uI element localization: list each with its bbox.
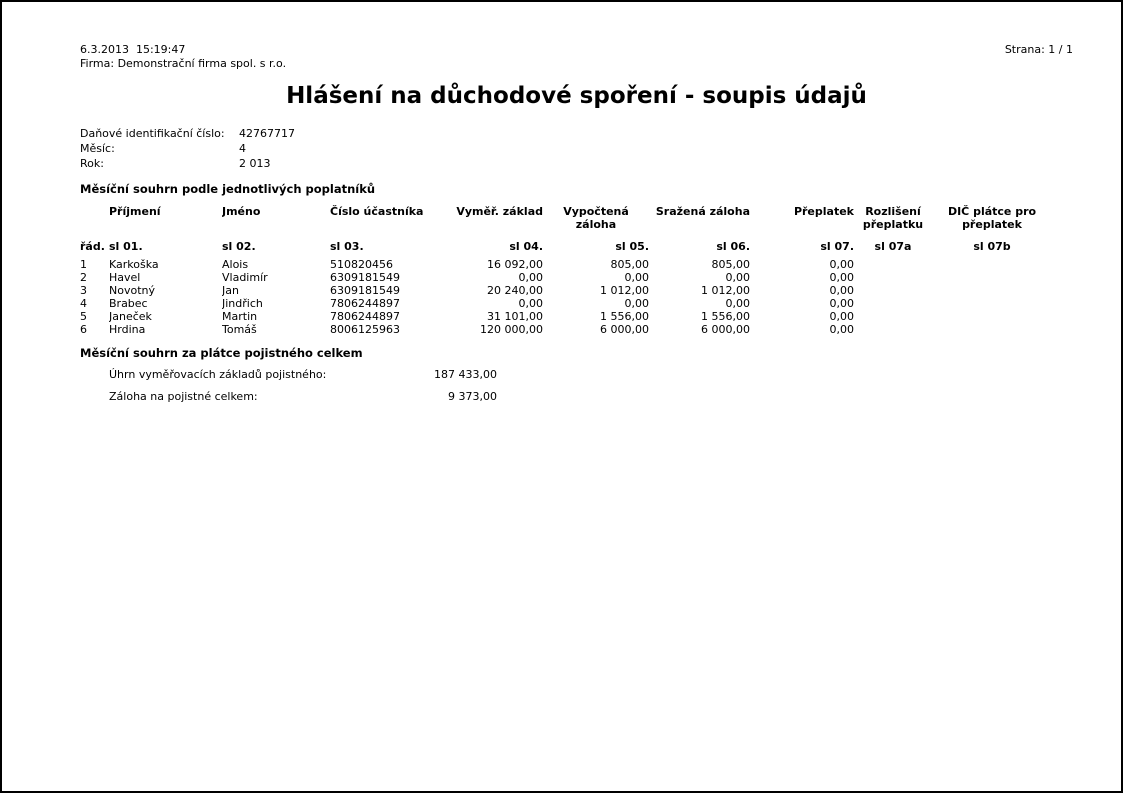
cell-vymer-zaklad: 31 101,00	[487, 310, 543, 323]
column-subheader-sl07b: sl 07b	[973, 240, 1011, 253]
cell-vypoctena-zaloha: 1 556,00	[600, 310, 649, 323]
cell-jmeno: Jindřich	[222, 297, 263, 310]
column-subheader-row	[80, 231, 1052, 258]
cell-prijmeni: Hrdina	[109, 323, 146, 336]
cell-prijmeni: Novotný	[109, 284, 155, 297]
cell-vypoctena-zaloha: 0,00	[624, 297, 649, 310]
table-row	[80, 258, 1052, 271]
column-subheader-sl01: sl 01.	[109, 240, 143, 253]
column-subheader-sl07a: sl 07a	[874, 240, 912, 253]
cell-prijmeni: Karkoška	[109, 258, 159, 271]
cell-rozliseni-preplatku	[854, 284, 932, 297]
cell-vymer-zaklad: 120 000,00	[480, 323, 543, 336]
table-row	[80, 297, 1052, 310]
table-row	[80, 310, 1052, 323]
cell-dic-platce	[932, 258, 1052, 271]
cell-cislo-ucastnika: 7806244897	[330, 297, 400, 310]
info-label-rok: Rok:	[80, 157, 104, 170]
summary-label-zaloha: Záloha na pojistné celkem:	[109, 390, 258, 403]
column-subheader-sl04: sl 04.	[509, 240, 543, 253]
cell-srazena-zaloha: 0,00	[725, 297, 750, 310]
summary-value-zaloha: 9 373,00	[448, 390, 497, 403]
cell-dic-platce	[932, 323, 1052, 336]
column-header-srazena-zaloha: Sražená záloha	[655, 205, 750, 218]
cell-vypoctena-zaloha: 805,00	[610, 258, 649, 271]
cell-preplatek: 0,00	[829, 297, 854, 310]
column-header-rozliseni-preplatku: Rozlišení přeplatku	[862, 205, 924, 231]
cell-jmeno: Jan	[222, 284, 239, 297]
cell-jmeno: Vladimír	[222, 271, 268, 284]
cell-preplatek: 0,00	[829, 258, 854, 271]
cell-cislo-ucastnika: 7806244897	[330, 310, 400, 323]
table-row	[80, 271, 1052, 284]
table-header	[80, 205, 1052, 258]
section-title-poplatnici: Měsíční souhrn podle jednotlivých poplatníků	[80, 182, 376, 196]
cell-preplatek: 0,00	[829, 284, 854, 297]
info-value-mesic: 4	[239, 142, 246, 155]
cell-rad: 3	[80, 284, 87, 297]
info-value-rok: 2 013	[239, 157, 271, 170]
cell-srazena-zaloha: 6 000,00	[701, 323, 750, 336]
firm-name: Firma: Demonstrační firma spol. s r.o.	[80, 57, 287, 70]
cell-vypoctena-zaloha: 6 000,00	[600, 323, 649, 336]
column-subheader-sl07: sl 07.	[820, 240, 854, 253]
cell-dic-platce	[932, 297, 1052, 310]
table-row	[80, 323, 1052, 336]
column-subheader-sl06: sl 06.	[716, 240, 750, 253]
column-header-dic-platce: DIČ plátce pro přeplatek	[947, 205, 1037, 231]
column-header-vymer-zaklad: Vyměř. základ	[456, 205, 543, 218]
cell-jmeno: Martin	[222, 310, 258, 323]
cell-rozliseni-preplatku	[854, 323, 932, 336]
cell-prijmeni: Brabec	[109, 297, 148, 310]
cell-rad: 6	[80, 323, 87, 336]
column-header-vypoctena-zaloha: Vypočtená záloha	[563, 205, 629, 231]
cell-preplatek: 0,00	[829, 271, 854, 284]
cell-vymer-zaklad: 0,00	[518, 297, 543, 310]
cell-rozliseni-preplatku	[854, 297, 932, 310]
summary-item-uhrn	[109, 367, 1073, 382]
top-bar	[80, 43, 1073, 71]
cell-cislo-ucastnika: 8006125963	[330, 323, 400, 336]
cell-jmeno: Tomáš	[222, 323, 257, 336]
cell-vymer-zaklad: 0,00	[518, 271, 543, 284]
cell-vymer-zaklad: 16 092,00	[487, 258, 543, 271]
cell-dic-platce	[932, 310, 1052, 323]
cell-rad: 2	[80, 271, 87, 284]
cell-preplatek: 0,00	[829, 323, 854, 336]
print-datetime: 6.3.2013 15:19:47	[80, 43, 186, 56]
summary-block	[80, 346, 1073, 404]
poplatnici-table	[80, 205, 1052, 336]
cell-rad: 4	[80, 297, 87, 310]
cell-cislo-ucastnika: 6309181549	[330, 271, 400, 284]
info-value-dic: 42767717	[239, 127, 295, 140]
cell-srazena-zaloha: 805,00	[711, 258, 750, 271]
cell-cislo-ucastnika: 6309181549	[330, 284, 400, 297]
cell-rozliseni-preplatku	[854, 258, 932, 271]
table-row	[80, 284, 1052, 297]
column-subheader-sl05: sl 05.	[615, 240, 649, 253]
info-row-mesic	[80, 141, 1073, 156]
info-label-mesic: Měsíc:	[80, 142, 115, 155]
cell-vymer-zaklad: 20 240,00	[487, 284, 543, 297]
cell-dic-platce	[932, 271, 1052, 284]
report-title: Hlášení na důchodové spoření - soupis údajů	[286, 83, 867, 109]
report-content	[2, 2, 1121, 791]
section-title-souhrn: Měsíční souhrn za plátce pojistného celkem	[80, 346, 363, 360]
column-subheader-sl03: sl 03.	[330, 240, 364, 253]
cell-prijmeni: Havel	[109, 271, 141, 284]
cell-rozliseni-preplatku	[854, 310, 932, 323]
cell-rad: 1	[80, 258, 87, 271]
column-subheader-sl02: sl 02.	[222, 240, 256, 253]
cell-srazena-zaloha: 0,00	[725, 271, 750, 284]
column-subheader-rad: řád.	[80, 240, 105, 253]
cell-rozliseni-preplatku	[854, 271, 932, 284]
summary-item-zaloha	[109, 389, 1073, 404]
cell-rad: 5	[80, 310, 87, 323]
cell-srazena-zaloha: 1 556,00	[701, 310, 750, 323]
column-header-preplatek: Přeplatek	[793, 205, 854, 218]
page-number: Strana: 1 / 1	[1004, 43, 1073, 56]
cell-prijmeni: Janeček	[109, 310, 152, 323]
info-block	[80, 126, 1073, 171]
info-row-dic	[80, 126, 1073, 141]
info-label-dic: Daňové identifikační číslo:	[80, 127, 225, 140]
column-header-prijmeni: Příjmení	[109, 205, 161, 218]
cell-srazena-zaloha: 1 012,00	[701, 284, 750, 297]
cell-jmeno: Alois	[222, 258, 249, 271]
table-body	[80, 258, 1052, 336]
summary-label-uhrn: Úhrn vyměřovacích základů pojistného:	[109, 368, 327, 381]
cell-vypoctena-zaloha: 0,00	[624, 271, 649, 284]
column-header-jmeno: Jméno	[222, 205, 261, 218]
summary-value-uhrn: 187 433,00	[434, 368, 497, 381]
cell-cislo-ucastnika: 510820456	[330, 258, 393, 271]
info-row-rok	[80, 156, 1073, 171]
column-header-cislo-ucastnika: Číslo účastníka	[330, 205, 424, 218]
cell-vypoctena-zaloha: 1 012,00	[600, 284, 649, 297]
cell-dic-platce	[932, 284, 1052, 297]
cell-preplatek: 0,00	[829, 310, 854, 323]
column-header-rad	[80, 205, 109, 231]
print-meta	[80, 43, 286, 71]
column-header-row	[80, 205, 1052, 231]
